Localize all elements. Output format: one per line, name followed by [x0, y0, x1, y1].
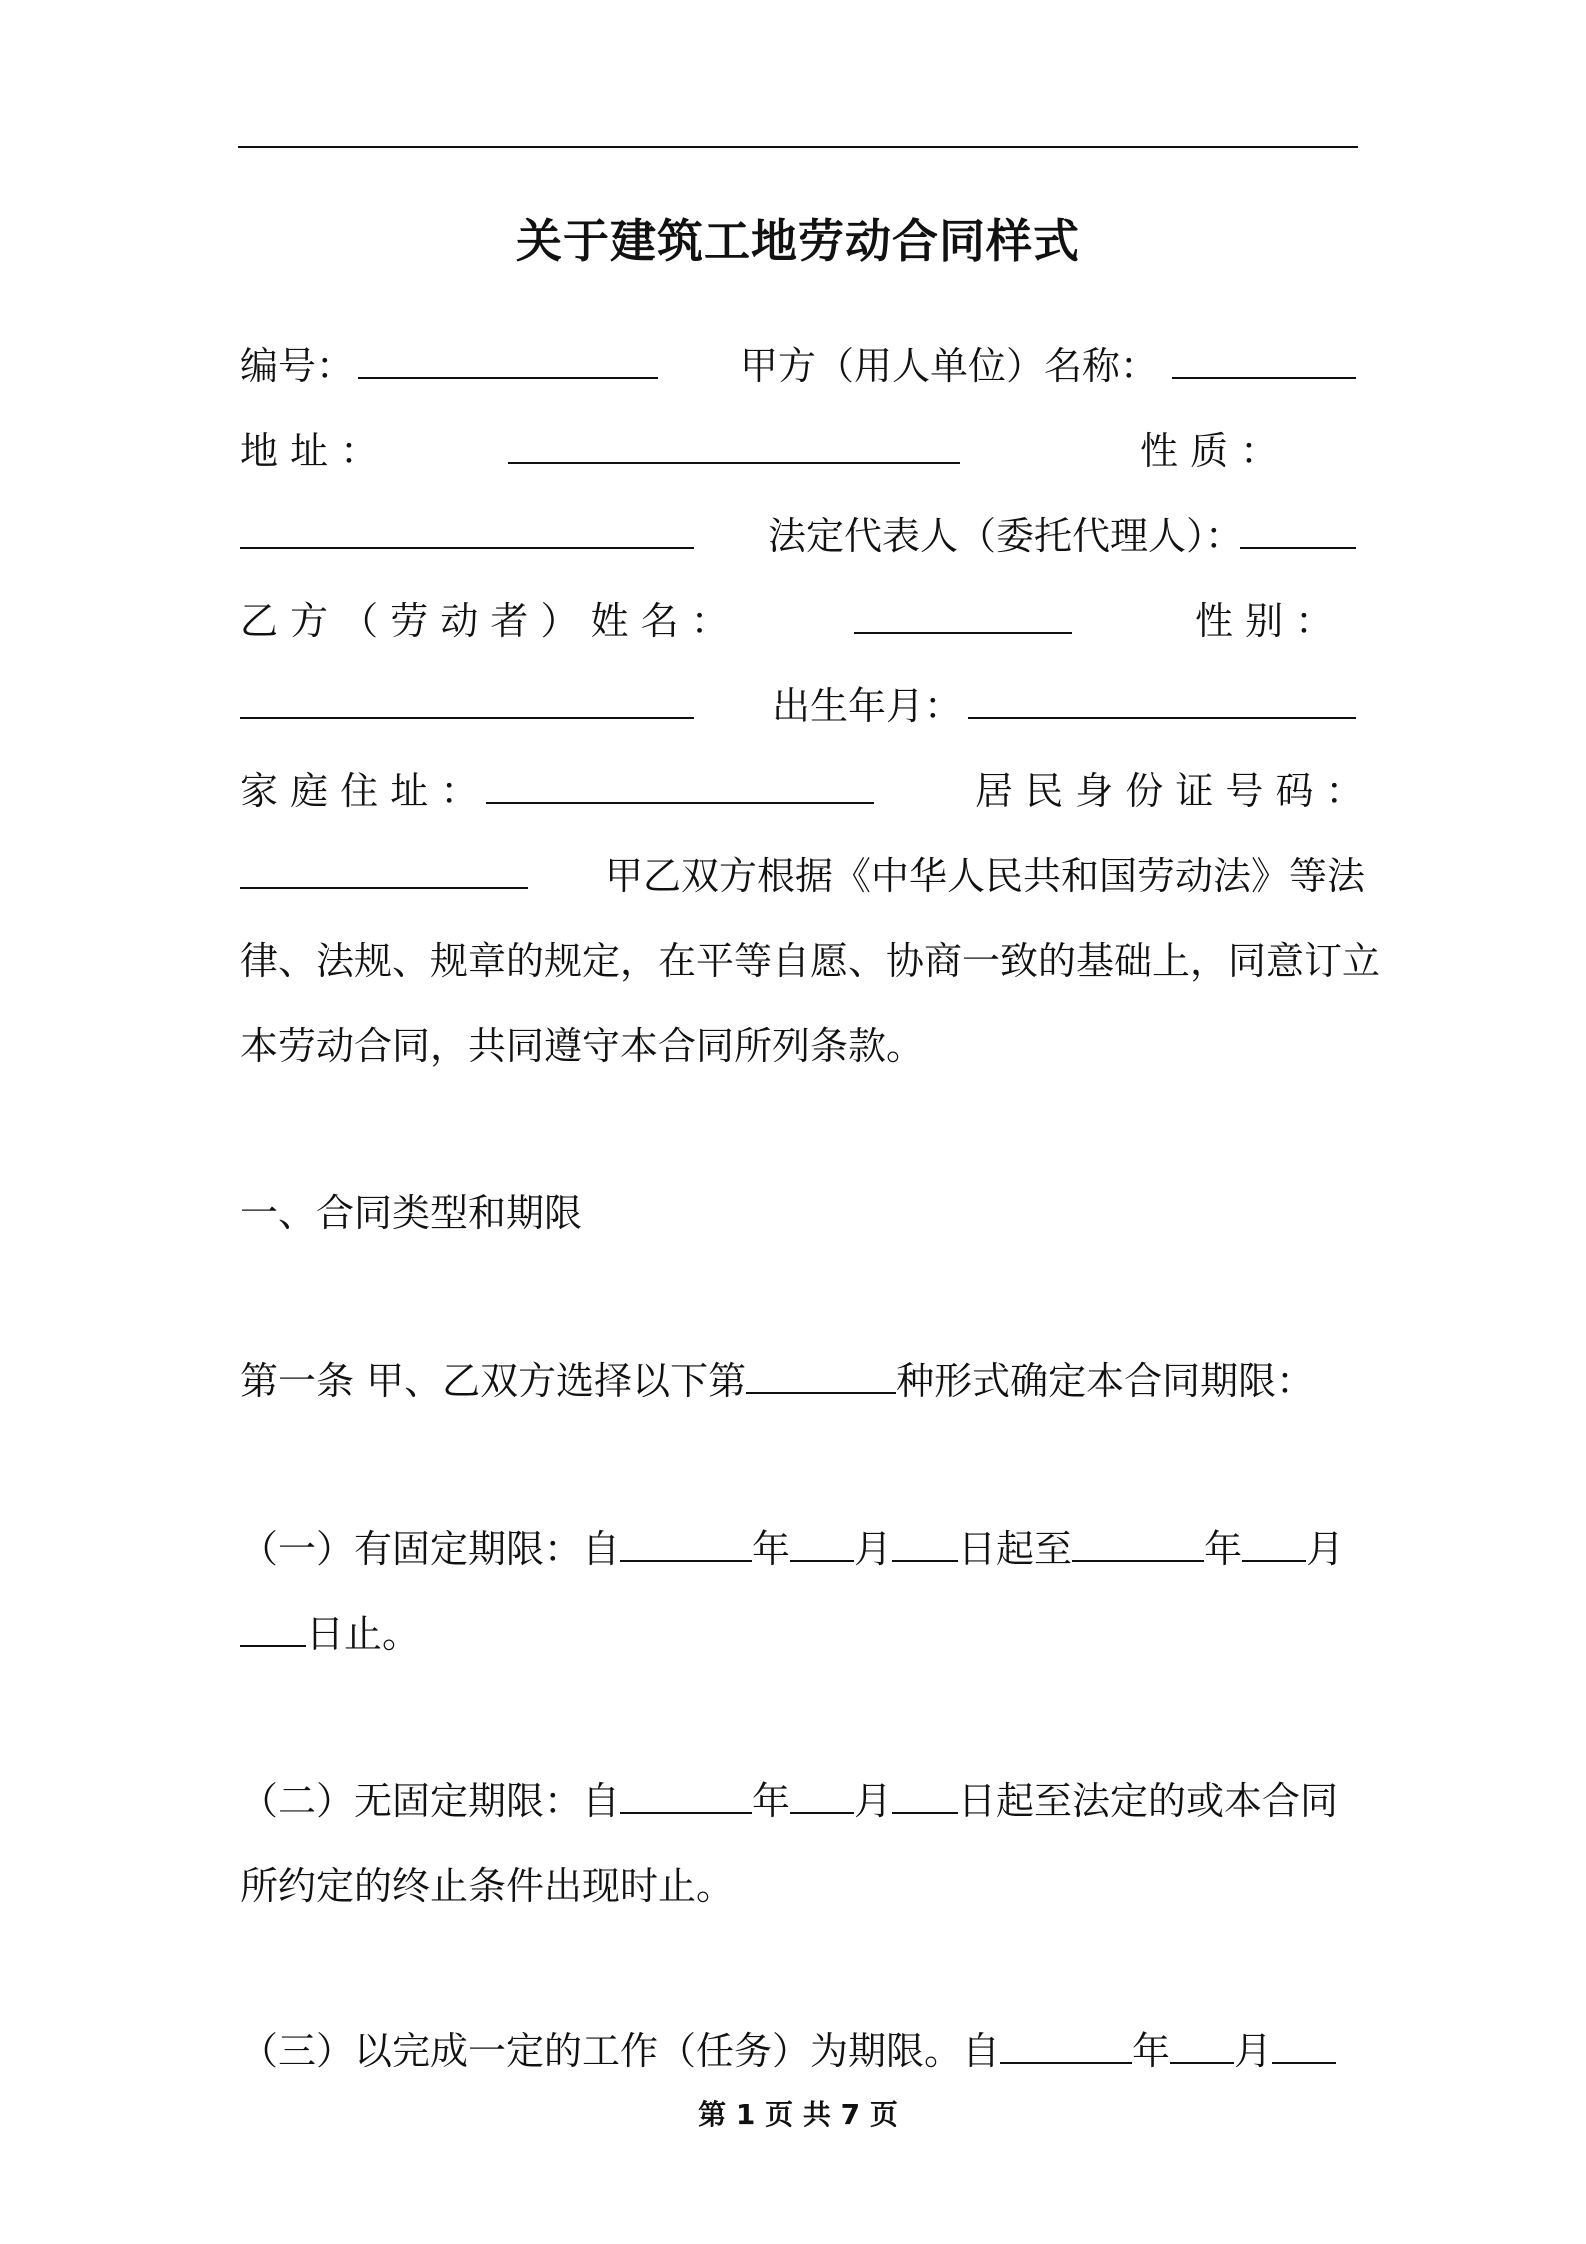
month-label: 月	[1234, 2029, 1273, 2073]
row-home-id	[240, 760, 1364, 820]
item-1-start-day-blank[interactable]	[892, 1520, 958, 1562]
employee-name-label: 乙 方 （ 劳 动 者 ） 姓 名 ：	[240, 599, 729, 643]
id-number-label: 居 民 身 份 证 号 码 ：	[975, 769, 1364, 813]
item-3-start-month-blank[interactable]	[1170, 2022, 1234, 2064]
document-title: 关于建筑工地劳动合同样式	[516, 214, 1080, 268]
birth-blank[interactable]	[968, 675, 1356, 719]
month-label: 月	[854, 1527, 893, 1571]
item-2-start-year-blank[interactable]	[620, 1772, 752, 1814]
address-label: 地 址 ：	[240, 429, 379, 473]
item-1-end-month-blank[interactable]	[1242, 1520, 1306, 1562]
address-blank[interactable]	[508, 420, 960, 464]
intro-line-2: 律、法规、规章的规定，在平等自愿、协商一致的基础上，同意订立	[240, 939, 1381, 983]
article-1-text-a: 第一条 甲、乙双方选择以下第	[240, 1359, 747, 1403]
nature-label: 性 质 ：	[1140, 429, 1279, 473]
page-footer: 第 1 页 共 7 页	[698, 2098, 898, 2131]
row-legal-rep	[240, 505, 1356, 565]
item-2-start-month-blank[interactable]	[790, 1772, 854, 1814]
item-2-text-b: 日起至法定的或本合同	[958, 1779, 1339, 1823]
row-address-nature	[240, 420, 1356, 480]
day-to-label: 日起至	[958, 1527, 1073, 1571]
employer-name-blank[interactable]	[1172, 335, 1356, 379]
row-id-intro	[240, 845, 1366, 905]
item-3-start-day-blank[interactable]	[1272, 2022, 1336, 2064]
item-1-end-year-blank[interactable]	[1072, 1520, 1204, 1562]
month-label: 月	[1306, 1527, 1345, 1571]
intro-line-1: 甲乙双方根据《中华人民共和国劳动法》等法	[605, 854, 1366, 898]
item-2-line-1	[240, 1770, 1356, 1830]
row-number-employer	[240, 335, 1356, 395]
legal-rep-label: 法定代表人（委托代理人）：	[768, 514, 1244, 558]
intro-line-3: 本劳动合同，共同遵守本合同所列条款。	[240, 1024, 925, 1068]
nature-blank[interactable]	[240, 505, 694, 549]
item-1-line-2	[240, 1603, 1356, 1663]
employer-name-label: 甲方（用人单位）名称：	[740, 344, 1159, 388]
item-3-line-1	[240, 2020, 1356, 2080]
number-label: 编号：	[240, 344, 355, 388]
id-number-blank[interactable]	[240, 845, 528, 889]
gender-blank[interactable]	[240, 675, 694, 719]
header-rule	[238, 146, 1358, 148]
item-1-text: （一）有固定期限：自	[240, 1527, 621, 1571]
number-blank[interactable]	[358, 335, 658, 379]
gender-label: 性 别 ：	[1195, 599, 1334, 643]
year-label: 年	[752, 1779, 791, 1823]
year-label: 年	[752, 1527, 791, 1571]
year-label: 年	[1204, 1527, 1243, 1571]
article-1	[240, 1350, 1356, 1410]
home-address-blank[interactable]	[486, 760, 874, 804]
month-label: 月	[854, 1779, 893, 1823]
item-2-start-day-blank[interactable]	[892, 1772, 958, 1814]
item-1-start-month-blank[interactable]	[790, 1520, 854, 1562]
article-1-text-b: 种形式确定本合同期限：	[896, 1359, 1315, 1403]
item-1-line-1	[240, 1518, 1356, 1578]
form-type-blank[interactable]	[746, 1352, 896, 1394]
home-address-label: 家 庭 住 址 ：	[240, 769, 479, 813]
item-2-text: （二）无固定期限：自	[240, 1779, 621, 1823]
legal-rep-blank[interactable]	[1240, 505, 1356, 549]
year-label: 年	[1132, 2029, 1171, 2073]
day-end-label: 日止。	[306, 1612, 421, 1656]
item-1-start-year-blank[interactable]	[620, 1520, 752, 1562]
item-2-line-2: 所约定的终止条件出现时止。	[240, 1864, 735, 1908]
employee-name-blank[interactable]	[854, 590, 1072, 634]
row-birth	[240, 675, 1356, 735]
item-1-end-day-blank[interactable]	[240, 1605, 306, 1647]
item-3-start-year-blank[interactable]	[1000, 2022, 1132, 2064]
row-employee-name	[240, 590, 1356, 650]
section-heading: 一、合同类型和期限	[240, 1191, 583, 1235]
item-3-text: （三）以完成一定的工作（任务）为期限。自	[240, 2029, 1001, 2073]
birth-label: 出生年月：	[772, 684, 963, 728]
